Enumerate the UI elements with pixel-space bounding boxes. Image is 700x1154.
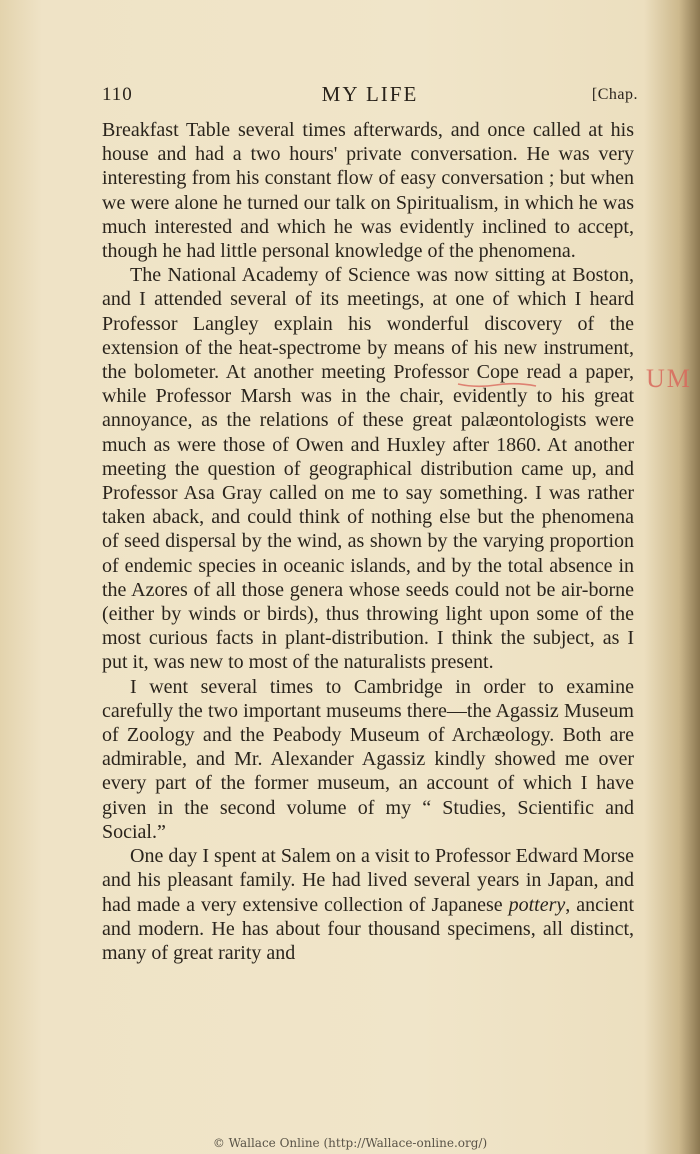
paragraph-4-emphasis: pottery bbox=[508, 893, 566, 916]
page-body bbox=[102, 118, 634, 965]
paragraph-1: Breakfast Table several times afterwards, and once called at his house and had a two hours' private conversation. He was very interesting from his constant flow of easy conversation ; but when we were alone he turned our talk on Spiritualism, in which he was much interested and which he was evidently inclined to accept, though he had little personal knowledge of the phenomena. bbox=[102, 119, 634, 263]
page-number: 110 bbox=[102, 84, 133, 105]
paragraph-4-text-after: , ancient and modern. He has about four thousand specimens, all distinct, many of great rarity and bbox=[102, 893, 634, 964]
running-header bbox=[102, 82, 638, 110]
footer-credit: © Wallace Online (http://Wallace-online.org/) bbox=[212, 1136, 488, 1150]
running-title: MY LIFE bbox=[321, 82, 419, 106]
paragraph-4-text-before: One day I spent at Salem on a visit to Professor Edward Morse and his pleasant family. He had lived several years in Japan, and had made a very extensive collection of Japanese bbox=[102, 845, 634, 916]
chapter-marker: [Chap. bbox=[591, 86, 638, 103]
margin-annotation: UM bbox=[646, 364, 692, 393]
pencil-underline-mark bbox=[456, 381, 538, 389]
paragraph-2: The National Academy of Science was now sitting at Boston, and I attended several of its meetings, at one of which I heard Professor Langley explain his wonderful discovery of the extension of the heat-spectrome by means of his new instrument, the bolometer. At another meeting Professor Cope read a paper, while Professor Marsh was in the chair, evidently to his great annoyance, as the relations of these great palæontologists were much as were those of Owen and Huxley after 1860. At another meeting the question of geographical distribution came up, and Professor Asa Gray called on me to say something. I was rather taken aback, and could think of nothing else but the phenomena of seed dispersal by the wind, as shown by the varying proportion of endemic species in oceanic islands, and by the total absence in the Azores of all those genera whose seeds could not be air-borne (either by winds or birds), thus throwing light upon some of the most curious facts in plant-distribution. I think the subject, as I put it, was new to most of the naturalists present. bbox=[102, 264, 634, 674]
paragraph-4 bbox=[102, 844, 634, 965]
paragraph-3: I went several times to Cambridge in order to examine carefully the two important museums there—the Agassiz Museum of Zoology and the Peabody Museum of Archæology. Both are admirable, and Mr. Alexander Agassiz kindly showed me over every part of the former museum, an account of which I have given in the second volume of my “ Studies, Scientific and Social.” bbox=[102, 675, 634, 843]
